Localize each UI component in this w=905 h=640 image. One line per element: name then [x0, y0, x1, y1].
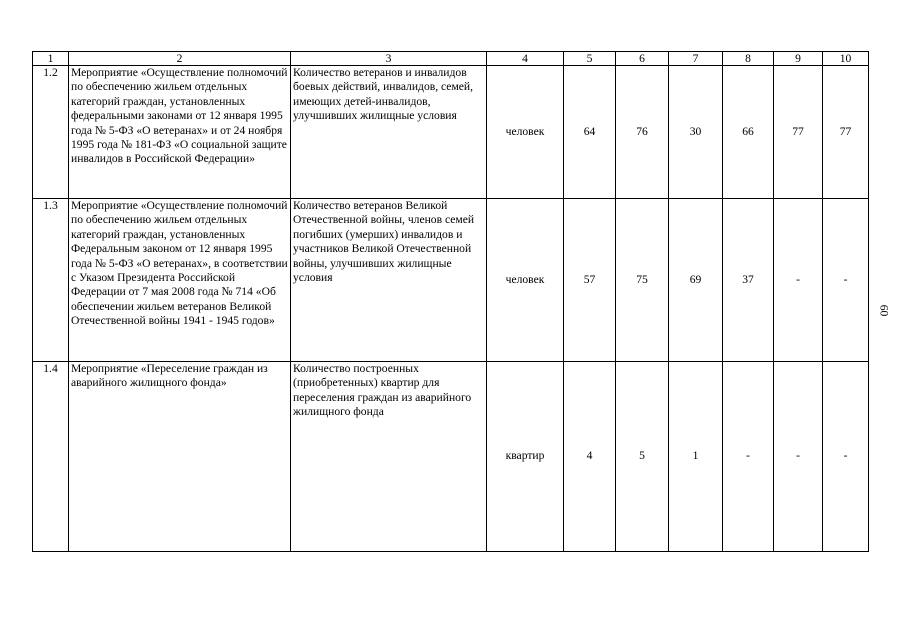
- value-cell: 76: [616, 66, 669, 199]
- event-description: Мероприятие «Осуществление полномочий по обеспечению жильем отдельных категорий граждан, установленных федеральными законами от 12 января 1995 года № 5-ФЗ «О ветеранах» и от 24 ноября 1995 года № 181-ФЗ «О социальной защите инвалидов в Российской Федерации»: [69, 66, 291, 199]
- row-number: 1.2: [33, 66, 69, 199]
- indicator-description: Количество построенных (приобретенных) квартир для переселения граждан из аварийного жилищного фонда: [291, 362, 487, 552]
- column-header: 2: [69, 52, 291, 66]
- value-cell: 57: [564, 199, 616, 362]
- column-header: 6: [616, 52, 669, 66]
- value-cell: 77: [774, 66, 823, 199]
- value-cell: -: [823, 362, 869, 552]
- row-number: 1.4: [33, 362, 69, 552]
- page-number: 60: [877, 304, 891, 317]
- value-cell: 64: [564, 66, 616, 199]
- value-cell: 30: [669, 66, 723, 199]
- unit-of-measure: человек: [487, 199, 564, 362]
- column-header: 4: [487, 52, 564, 66]
- column-header: 9: [774, 52, 823, 66]
- table-row: [33, 362, 869, 552]
- value-cell: 37: [723, 199, 774, 362]
- column-header: 10: [823, 52, 869, 66]
- value-cell: 66: [723, 66, 774, 199]
- value-cell: -: [774, 199, 823, 362]
- value-cell: 4: [564, 362, 616, 552]
- value-cell: 5: [616, 362, 669, 552]
- event-description: Мероприятие «Осуществление полномочий по обеспечению жильем отдельных категорий граждан, установленных Федеральным законом от 12 января 1995 года № 5-ФЗ «О ветеранах», в соответствии с Указом Президента Российской Федерации от 7 мая 2008 года № 714 «Об обеспечении жильем ветеранов Великой Отечественной войны 1941 - 1945 годов»: [69, 199, 291, 362]
- program-indicators-table: [32, 51, 869, 552]
- table-row: [33, 66, 869, 199]
- column-header: 5: [564, 52, 616, 66]
- column-header: 3: [291, 52, 487, 66]
- value-cell: 69: [669, 199, 723, 362]
- unit-of-measure: квартир: [487, 362, 564, 552]
- table-row: [33, 199, 869, 362]
- value-cell: 1: [669, 362, 723, 552]
- value-cell: 77: [823, 66, 869, 199]
- value-cell: -: [723, 362, 774, 552]
- column-header: 7: [669, 52, 723, 66]
- indicator-description: Количество ветеранов Великой Отечественной войны, членов семей погибших (умерших) инвалидов и участников Великой Отечественной войны, улучшивших жилищные условия: [291, 199, 487, 362]
- unit-of-measure: человек: [487, 66, 564, 199]
- value-cell: 75: [616, 199, 669, 362]
- indicator-description: Количество ветеранов и инвалидов боевых действий, инвалидов, семей, имеющих детей-инвалидов, улучшивших жилищные условия: [291, 66, 487, 199]
- column-number-row: [33, 52, 869, 66]
- column-header: 8: [723, 52, 774, 66]
- row-number: 1.3: [33, 199, 69, 362]
- column-header: 1: [33, 52, 69, 66]
- value-cell: -: [823, 199, 869, 362]
- event-description: Мероприятие «Переселение граждан из аварийного жилищного фонда»: [69, 362, 291, 552]
- value-cell: -: [774, 362, 823, 552]
